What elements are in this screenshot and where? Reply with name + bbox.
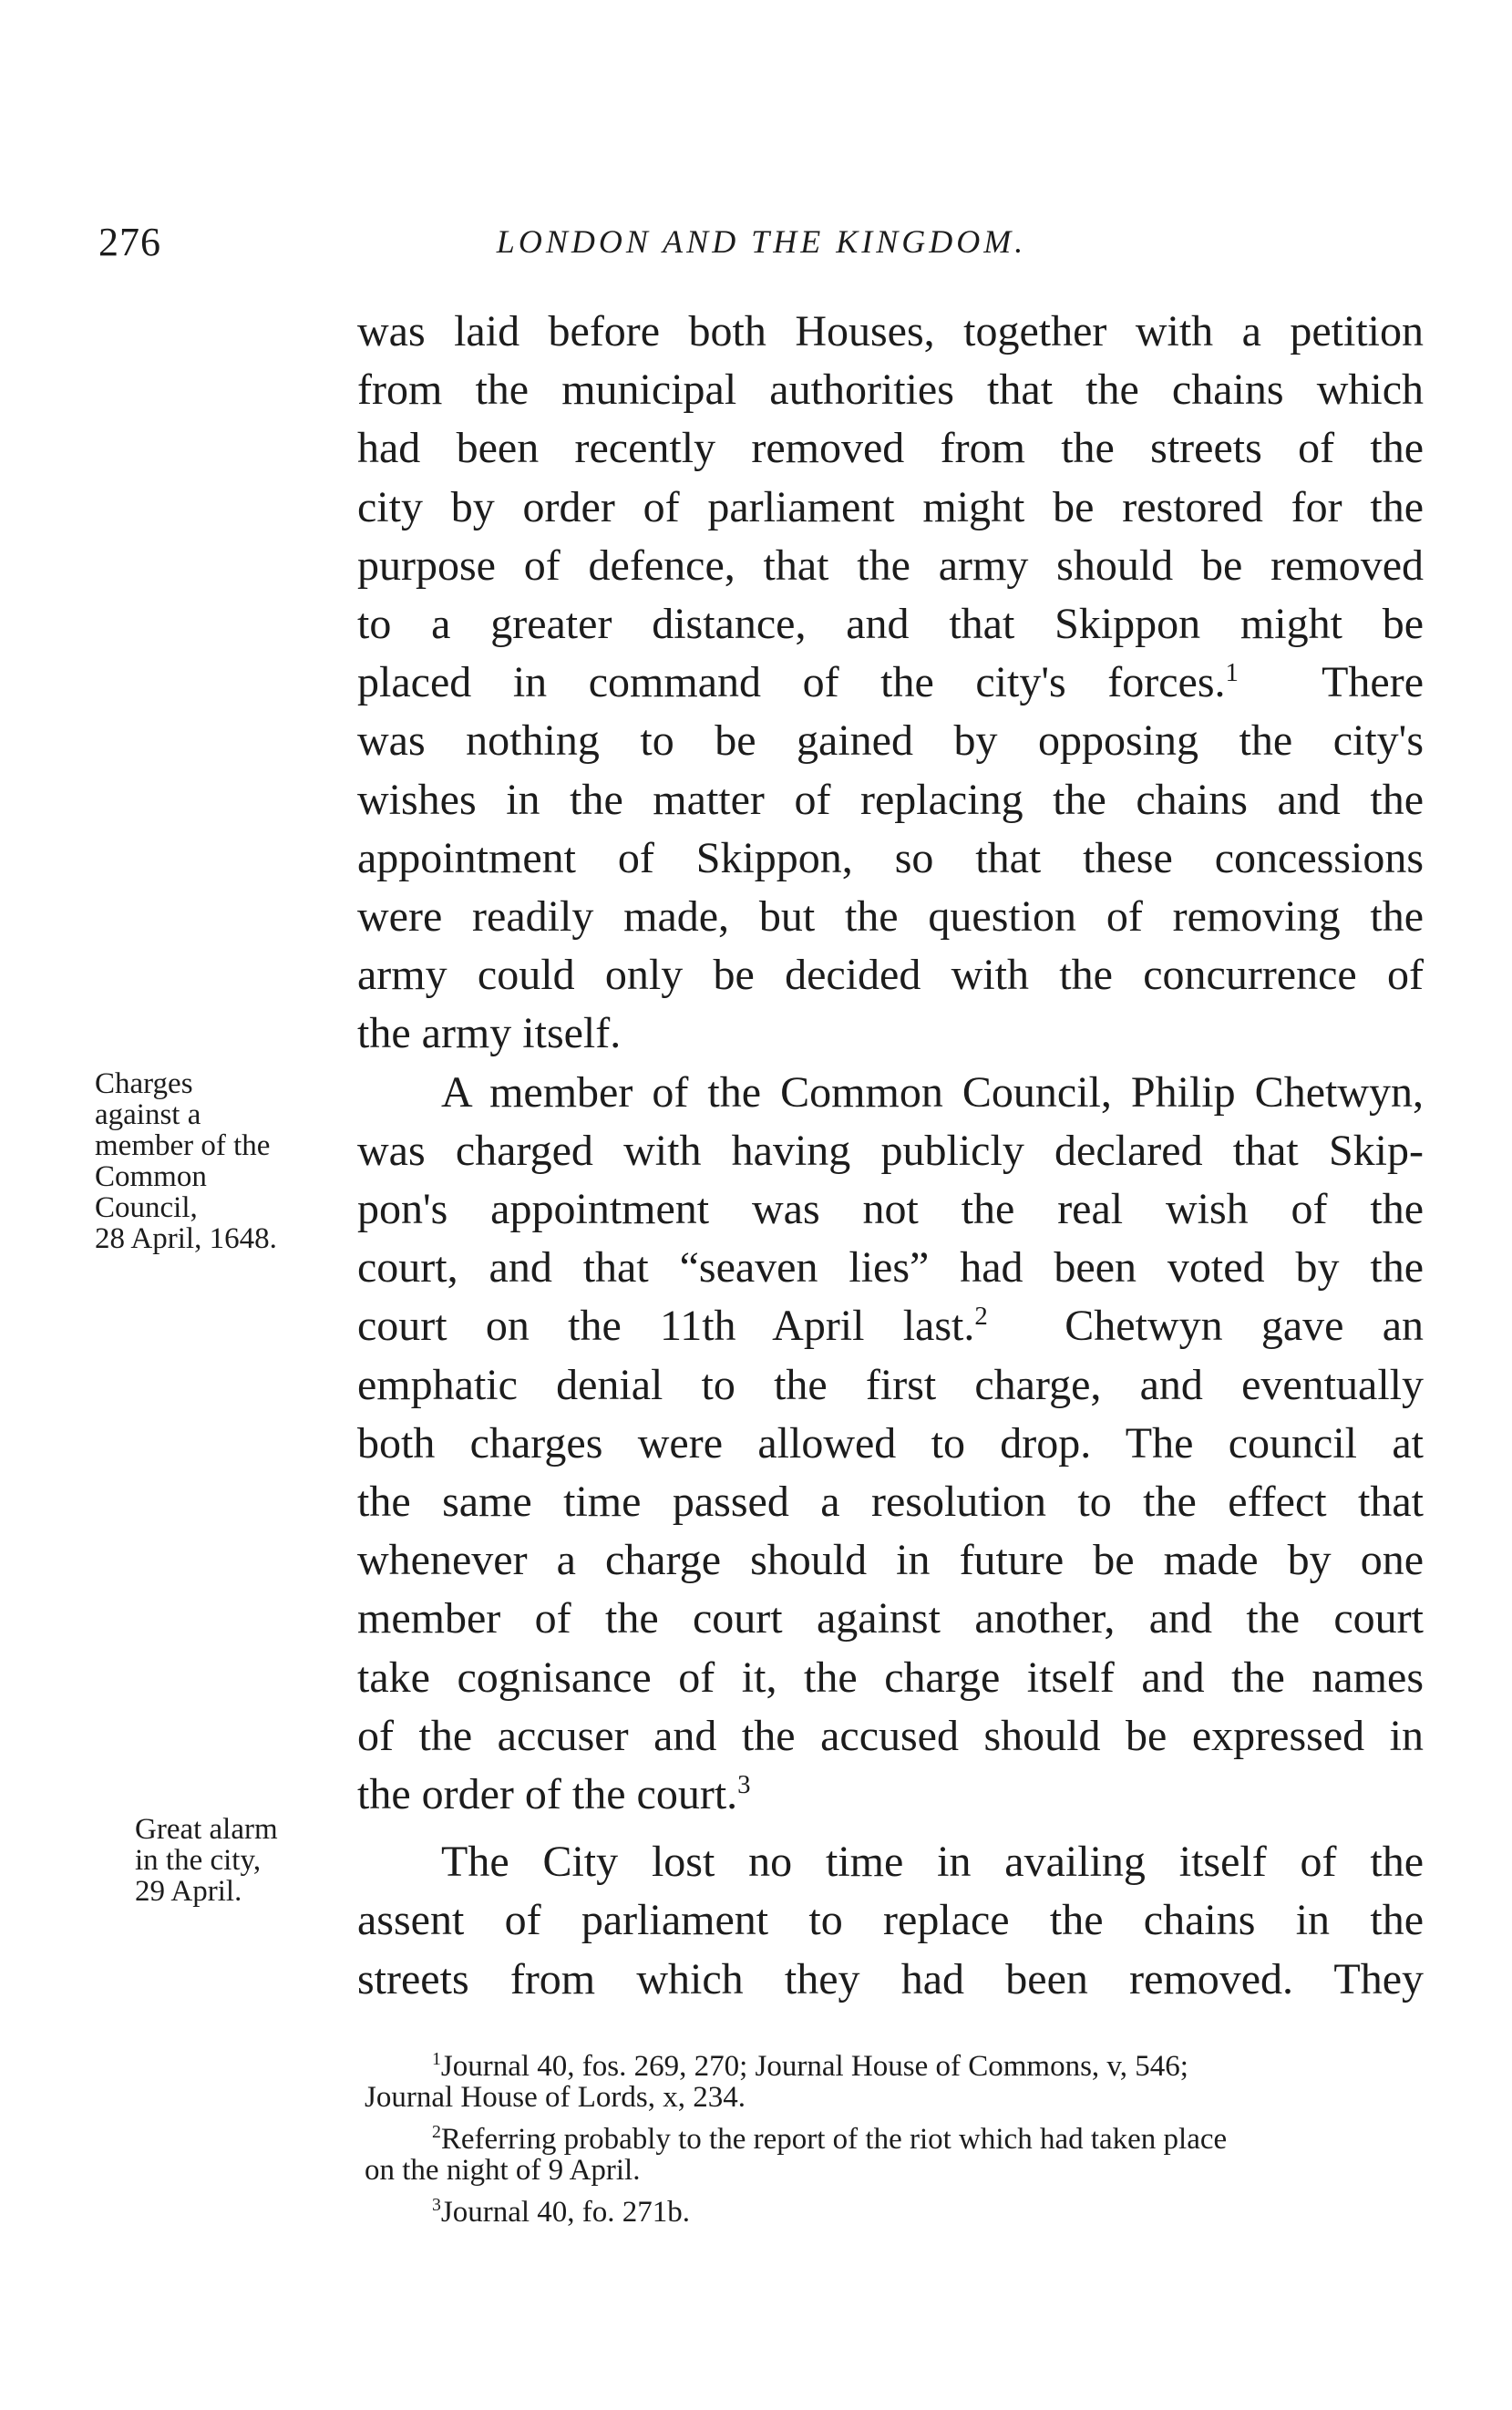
footnote-line bbox=[365, 2051, 1426, 2082]
text-line: A member of the Common Council, Philip Chetwyn, bbox=[441, 1067, 1424, 1117]
text-line: the same time passed a resolution to the effect that bbox=[357, 1478, 1424, 1527]
sidenote-line: Great alarm bbox=[135, 1813, 278, 1846]
footnote-line: on the night of 9 April. bbox=[365, 2154, 641, 2187]
text-line: wishes in the matter of replacing the chains and the bbox=[357, 775, 1424, 824]
footnote-ref: 3 bbox=[737, 1770, 751, 1800]
sidenote-charges-against-member bbox=[95, 1068, 341, 1254]
text-segment: Journal 40, fos. 269, 270; Journal House of Commons, v, 546; bbox=[440, 2050, 1188, 2083]
running-title: LONDON AND THE KINGDOM. bbox=[496, 223, 1027, 260]
sidenote-line: 29 April. bbox=[135, 1875, 242, 1908]
sidenote-line: Common bbox=[95, 1160, 207, 1193]
text-line: were readily made, but the question of removing the bbox=[357, 892, 1424, 942]
text-line: pon's appointment was not the real wish of the bbox=[357, 1185, 1424, 1234]
text-line: from the municipal authorities that the chains which bbox=[357, 366, 1424, 415]
text-segment: court on the 11th April last. bbox=[357, 1302, 975, 1351]
footnote-line bbox=[365, 2197, 1426, 2228]
text-line: member of the court against another, and the court bbox=[357, 1594, 1424, 1643]
footnote-marker: 2 bbox=[432, 2122, 441, 2142]
text-segment: Referring probably to the report of the riot which had taken place bbox=[440, 2123, 1228, 2156]
text-line: court, and that “seaven lies” had been voted by the bbox=[357, 1243, 1424, 1293]
text-line bbox=[357, 1297, 1424, 1355]
text-line: appointment of Skippon, so that these concessions bbox=[357, 833, 1424, 882]
sidenote-line: in the city, bbox=[135, 1844, 262, 1877]
paragraph-petition bbox=[357, 303, 1424, 1064]
text-segment: Journal 40, fo. 271b. bbox=[440, 2196, 691, 2229]
text-line: to a greater distance, and that Skippon might be bbox=[357, 600, 1424, 649]
footnote-line: Journal House of Lords, x, 234. bbox=[365, 2081, 746, 2114]
sidenote-line: against a bbox=[95, 1098, 201, 1131]
text-line: was charged with having publicly declared that Skip- bbox=[357, 1126, 1424, 1175]
body-text bbox=[357, 303, 1424, 2009]
sidenote-line: Council, bbox=[95, 1191, 198, 1224]
sidenote-line: 28 April, 1648. bbox=[95, 1222, 277, 1255]
text-line: the army itself. bbox=[357, 1009, 622, 1058]
text-line: whenever a charge should in future be made by one bbox=[357, 1536, 1424, 1585]
sidenote-great-alarm bbox=[135, 1814, 381, 1907]
text-line: had been recently removed from the streets of the bbox=[357, 424, 1424, 473]
paragraph-chetwyn bbox=[357, 1064, 1424, 1825]
text-line bbox=[357, 1766, 1424, 1824]
text-line bbox=[357, 654, 1424, 712]
text-segment: There bbox=[1322, 658, 1424, 707]
text-line: The City lost no time in availing itself of the bbox=[441, 1838, 1424, 1887]
text-line: of the accuser and the accused should be expressed in bbox=[357, 1711, 1424, 1760]
footnote-ref: 2 bbox=[974, 1302, 988, 1332]
page-number: 276 bbox=[98, 220, 161, 264]
footnote-3 bbox=[365, 2197, 1426, 2228]
footnote-marker: 3 bbox=[432, 2195, 441, 2215]
sidenote-line: Charges bbox=[95, 1067, 193, 1100]
footnote-2 bbox=[365, 2124, 1426, 2186]
sidenote-line: member of the bbox=[95, 1129, 271, 1162]
text-segment: placed in command of the city's forces. bbox=[357, 658, 1226, 707]
text-line: assent of parliament to replace the chains in the bbox=[357, 1896, 1424, 1945]
footnotes bbox=[365, 2051, 1426, 2239]
text-line: purpose of defence, that the army should be removed bbox=[357, 541, 1424, 590]
text-segment: the order of the court. bbox=[357, 1770, 738, 1819]
page-header bbox=[98, 219, 1425, 270]
footnote-1 bbox=[365, 2051, 1426, 2113]
text-line: was laid before both Houses, together with a petition bbox=[357, 307, 1424, 355]
text-segment: Chetwyn gave an bbox=[1065, 1302, 1425, 1351]
text-line: was nothing to be gained by opposing the city's bbox=[357, 716, 1424, 766]
text-line: city by order of parliament might be restored for the bbox=[357, 482, 1424, 531]
text-line: both charges were allowed to drop. The council at bbox=[357, 1418, 1424, 1468]
footnote-line bbox=[365, 2124, 1426, 2155]
footnote-ref: 1 bbox=[1225, 658, 1239, 688]
text-line: emphatic denial to the first charge, and eventually bbox=[357, 1360, 1424, 1409]
paragraph-city-chains bbox=[357, 1833, 1424, 2009]
text-line: take cognisance of it, the charge itself and the names bbox=[357, 1653, 1424, 1702]
footnote-marker: 1 bbox=[432, 2049, 441, 2069]
text-line: army could only be decided with the concurrence of bbox=[357, 951, 1424, 1000]
text-line: streets from which they had been removed. They bbox=[357, 1954, 1424, 2003]
